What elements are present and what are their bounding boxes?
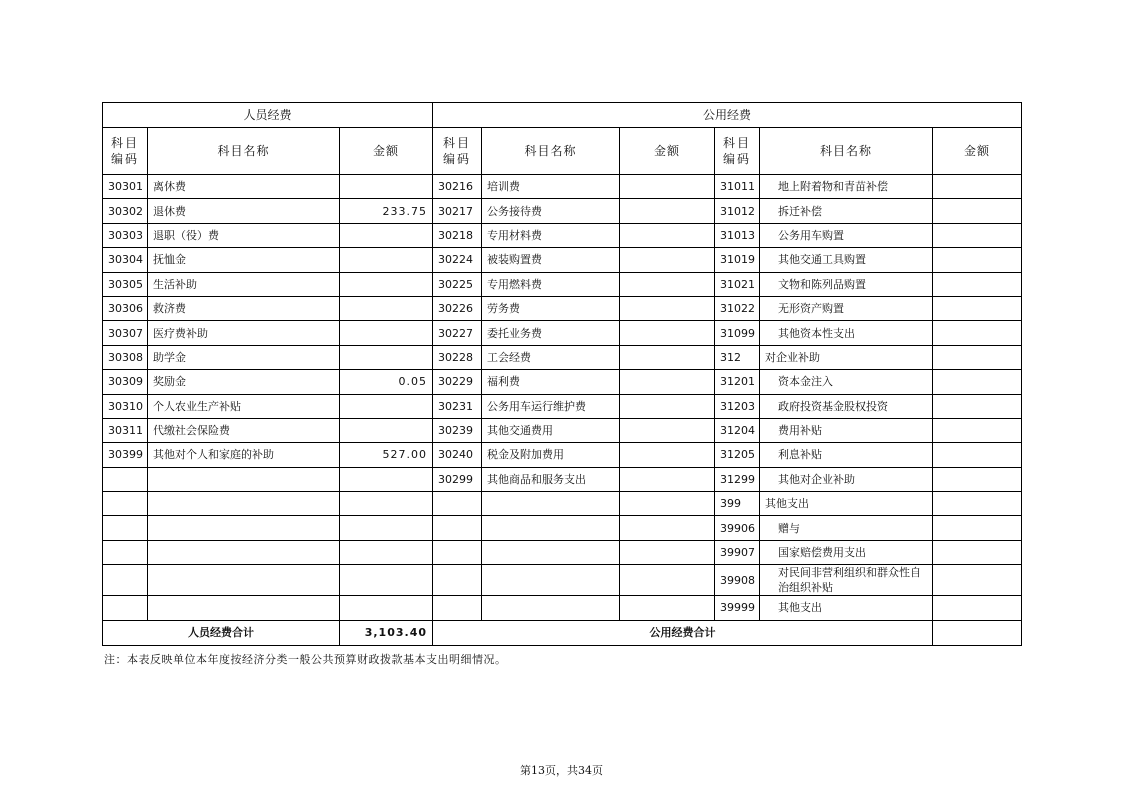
public-amount-cell [620, 565, 715, 596]
capital-name-cell: 其他支出 [760, 596, 933, 620]
public-name-cell: 其他商品和服务支出 [482, 467, 620, 491]
capital-amount-cell [933, 345, 1022, 369]
capital-name-cell: 文物和陈列品购置 [760, 272, 933, 296]
capital-amount-cell [933, 248, 1022, 272]
personnel-code-cell: 30310 [103, 394, 148, 418]
public-amount-cell [620, 467, 715, 491]
table-row [103, 321, 1022, 345]
table-row [103, 443, 1022, 467]
public-code-cell [433, 540, 482, 564]
capital-name-cell: 利息补贴 [760, 443, 933, 467]
capital-name-cell: 公务用车购置 [760, 223, 933, 247]
public-amount-cell [620, 540, 715, 564]
personnel-name-cell [148, 467, 340, 491]
col-header-name: 科目名称 [760, 128, 933, 175]
personnel-amount-cell [340, 223, 433, 247]
capital-name-cell: 对民间非营利组织和群众性自治组织补贴 [760, 565, 933, 596]
basic-expenditure-table [102, 102, 1022, 646]
personnel-code-cell: 30304 [103, 248, 148, 272]
public-code-cell: 30217 [433, 199, 482, 223]
capital-amount-cell [933, 565, 1022, 596]
public-code-cell: 30227 [433, 321, 482, 345]
public-amount-cell [620, 370, 715, 394]
capital-name-cell: 其他资本性支出 [760, 321, 933, 345]
capital-name-cell: 其他对企业补助 [760, 467, 933, 491]
public-total-amount [933, 620, 1022, 645]
personnel-name-cell: 个人农业生产补贴 [148, 394, 340, 418]
public-code-cell [433, 565, 482, 596]
table-row [103, 223, 1022, 247]
totals-row [103, 620, 1022, 645]
public-code-cell [433, 516, 482, 540]
col-header-amount: 金额 [620, 128, 715, 175]
capital-amount-cell [933, 175, 1022, 199]
budget-table-wrapper [102, 102, 1021, 646]
public-name-cell: 委托业务费 [482, 321, 620, 345]
capital-amount-cell [933, 540, 1022, 564]
public-code-cell: 30224 [433, 248, 482, 272]
capital-amount-cell [933, 296, 1022, 320]
capital-code-cell: 31013 [715, 223, 760, 247]
personnel-code-cell: 30307 [103, 321, 148, 345]
personnel-name-cell: 抚恤金 [148, 248, 340, 272]
personnel-code-cell: 30309 [103, 370, 148, 394]
personnel-code-cell: 30308 [103, 345, 148, 369]
personnel-name-cell: 生活补助 [148, 272, 340, 296]
personnel-name-cell: 奖励金 [148, 370, 340, 394]
capital-code-cell: 31021 [715, 272, 760, 296]
personnel-amount-cell [340, 516, 433, 540]
public-amount-cell [620, 345, 715, 369]
col-header-name: 科目名称 [148, 128, 340, 175]
capital-code-cell: 31012 [715, 199, 760, 223]
personnel-amount-cell [340, 272, 433, 296]
table-row [103, 199, 1022, 223]
col-header-name: 科目名称 [482, 128, 620, 175]
personnel-code-cell: 30301 [103, 175, 148, 199]
table-note: 注：本表反映单位本年度按经济分类一般公共预算财政拨款基本支出明细情况。 [104, 653, 507, 666]
column-header-row [103, 128, 1022, 175]
public-amount-cell [620, 199, 715, 223]
capital-code-cell: 31204 [715, 418, 760, 442]
table-row [103, 516, 1022, 540]
table-row [103, 540, 1022, 564]
table-row [103, 492, 1022, 516]
personnel-name-cell: 其他对个人和家庭的补助 [148, 443, 340, 467]
public-amount-cell [620, 272, 715, 296]
personnel-name-cell: 退休费 [148, 199, 340, 223]
capital-amount-cell [933, 321, 1022, 345]
capital-amount-cell [933, 467, 1022, 491]
personnel-amount-cell: 527.00 [340, 443, 433, 467]
capital-name-cell: 其他支出 [760, 492, 933, 516]
public-section-title: 公用经费 [433, 103, 1022, 128]
col-header-amount: 金额 [340, 128, 433, 175]
personnel-amount-cell [340, 596, 433, 620]
personnel-name-cell [148, 540, 340, 564]
capital-code-cell: 399 [715, 492, 760, 516]
public-code-cell: 30228 [433, 345, 482, 369]
table-row [103, 345, 1022, 369]
public-amount-cell [620, 223, 715, 247]
personnel-code-cell: 30303 [103, 223, 148, 247]
public-amount-cell [620, 394, 715, 418]
personnel-name-cell [148, 565, 340, 596]
capital-code-cell: 31205 [715, 443, 760, 467]
personnel-name-cell: 离休费 [148, 175, 340, 199]
personnel-amount-cell [340, 321, 433, 345]
capital-amount-cell [933, 418, 1022, 442]
personnel-total-label: 人员经费合计 [103, 620, 340, 645]
public-name-cell: 培训费 [482, 175, 620, 199]
capital-code-cell: 39907 [715, 540, 760, 564]
capital-code-cell: 31201 [715, 370, 760, 394]
personnel-total-amount: 3,103.40 [340, 620, 433, 645]
public-amount-cell [620, 596, 715, 620]
personnel-amount-cell [340, 394, 433, 418]
capital-name-cell: 地上附着物和青苗补偿 [760, 175, 933, 199]
public-name-cell [482, 492, 620, 516]
capital-code-cell: 31011 [715, 175, 760, 199]
personnel-code-cell [103, 467, 148, 491]
public-name-cell: 劳务费 [482, 296, 620, 320]
col-header-code: 科目编码 [103, 128, 148, 175]
public-amount-cell [620, 516, 715, 540]
personnel-name-cell: 退职（役）费 [148, 223, 340, 247]
personnel-amount-cell: 233.75 [340, 199, 433, 223]
capital-amount-cell [933, 443, 1022, 467]
public-code-cell: 30231 [433, 394, 482, 418]
personnel-code-cell [103, 540, 148, 564]
capital-amount-cell [933, 370, 1022, 394]
personnel-code-cell [103, 492, 148, 516]
public-amount-cell [620, 248, 715, 272]
public-name-cell [482, 540, 620, 564]
capital-code-cell: 39999 [715, 596, 760, 620]
public-name-cell: 公务接待费 [482, 199, 620, 223]
public-name-cell: 税金及附加费用 [482, 443, 620, 467]
public-code-cell: 30226 [433, 296, 482, 320]
table-row [103, 248, 1022, 272]
personnel-amount-cell [340, 175, 433, 199]
personnel-name-cell: 助学金 [148, 345, 340, 369]
personnel-code-cell [103, 596, 148, 620]
public-amount-cell [620, 443, 715, 467]
public-name-cell: 福利费 [482, 370, 620, 394]
public-name-cell: 其他交通费用 [482, 418, 620, 442]
capital-amount-cell [933, 516, 1022, 540]
capital-amount-cell [933, 596, 1022, 620]
public-name-cell: 专用材料费 [482, 223, 620, 247]
public-code-cell [433, 596, 482, 620]
capital-code-cell: 31299 [715, 467, 760, 491]
public-name-cell [482, 596, 620, 620]
public-code-cell: 30229 [433, 370, 482, 394]
public-name-cell [482, 565, 620, 596]
section-header-row [103, 103, 1022, 128]
table-row [103, 565, 1022, 596]
capital-amount-cell [933, 272, 1022, 296]
table-row [103, 272, 1022, 296]
capital-code-cell: 312 [715, 345, 760, 369]
capital-name-cell: 费用补贴 [760, 418, 933, 442]
personnel-code-cell: 30399 [103, 443, 148, 467]
personnel-name-cell [148, 516, 340, 540]
personnel-name-cell [148, 596, 340, 620]
personnel-amount-cell [340, 467, 433, 491]
public-code-cell: 30240 [433, 443, 482, 467]
public-code-cell: 30225 [433, 272, 482, 296]
personnel-code-cell [103, 565, 148, 596]
personnel-amount-cell [340, 296, 433, 320]
capital-name-cell: 其他交通工具购置 [760, 248, 933, 272]
personnel-section-title: 人员经费 [103, 103, 433, 128]
public-name-cell: 专用燃料费 [482, 272, 620, 296]
capital-name-cell: 拆迁补偿 [760, 199, 933, 223]
capital-code-cell: 31203 [715, 394, 760, 418]
capital-name-cell: 资本金注入 [760, 370, 933, 394]
public-name-cell: 工会经费 [482, 345, 620, 369]
public-code-cell: 30218 [433, 223, 482, 247]
personnel-amount-cell [340, 345, 433, 369]
capital-name-cell: 对企业补助 [760, 345, 933, 369]
personnel-name-cell [148, 492, 340, 516]
personnel-name-cell: 医疗费补助 [148, 321, 340, 345]
col-header-code: 科目编码 [433, 128, 482, 175]
personnel-code-cell: 30306 [103, 296, 148, 320]
personnel-code-cell: 30305 [103, 272, 148, 296]
page-number: 第13页，共34页 [520, 764, 603, 777]
personnel-name-cell: 救济费 [148, 296, 340, 320]
public-code-cell: 30216 [433, 175, 482, 199]
capital-amount-cell [933, 199, 1022, 223]
table-row [103, 370, 1022, 394]
public-amount-cell [620, 175, 715, 199]
public-total-label: 公用经费合计 [433, 620, 933, 645]
personnel-name-cell: 代缴社会保险费 [148, 418, 340, 442]
personnel-amount-cell: 0.05 [340, 370, 433, 394]
public-code-cell [433, 492, 482, 516]
public-amount-cell [620, 492, 715, 516]
capital-amount-cell [933, 394, 1022, 418]
capital-code-cell: 31019 [715, 248, 760, 272]
public-amount-cell [620, 296, 715, 320]
personnel-amount-cell [340, 540, 433, 564]
col-header-code: 科目编码 [715, 128, 760, 175]
capital-name-cell: 政府投资基金股权投资 [760, 394, 933, 418]
table-row [103, 467, 1022, 491]
capital-code-cell: 39908 [715, 565, 760, 596]
public-code-cell: 30299 [433, 467, 482, 491]
public-name-cell: 被装购置费 [482, 248, 620, 272]
col-header-amount: 金额 [933, 128, 1022, 175]
public-code-cell: 30239 [433, 418, 482, 442]
capital-amount-cell [933, 492, 1022, 516]
capital-name-cell: 赠与 [760, 516, 933, 540]
capital-code-cell: 31022 [715, 296, 760, 320]
capital-code-cell: 31099 [715, 321, 760, 345]
personnel-amount-cell [340, 565, 433, 596]
table-row [103, 596, 1022, 620]
capital-name-cell: 国家赔偿费用支出 [760, 540, 933, 564]
table-row [103, 175, 1022, 199]
capital-amount-cell [933, 223, 1022, 247]
table-row [103, 296, 1022, 320]
public-name-cell: 公务用车运行维护费 [482, 394, 620, 418]
personnel-amount-cell [340, 248, 433, 272]
personnel-amount-cell [340, 418, 433, 442]
table-row [103, 418, 1022, 442]
capital-code-cell: 39906 [715, 516, 760, 540]
personnel-amount-cell [340, 492, 433, 516]
personnel-code-cell [103, 516, 148, 540]
personnel-code-cell: 30302 [103, 199, 148, 223]
personnel-code-cell: 30311 [103, 418, 148, 442]
public-name-cell [482, 516, 620, 540]
public-amount-cell [620, 418, 715, 442]
capital-name-cell: 无形资产购置 [760, 296, 933, 320]
table-row [103, 394, 1022, 418]
public-amount-cell [620, 321, 715, 345]
